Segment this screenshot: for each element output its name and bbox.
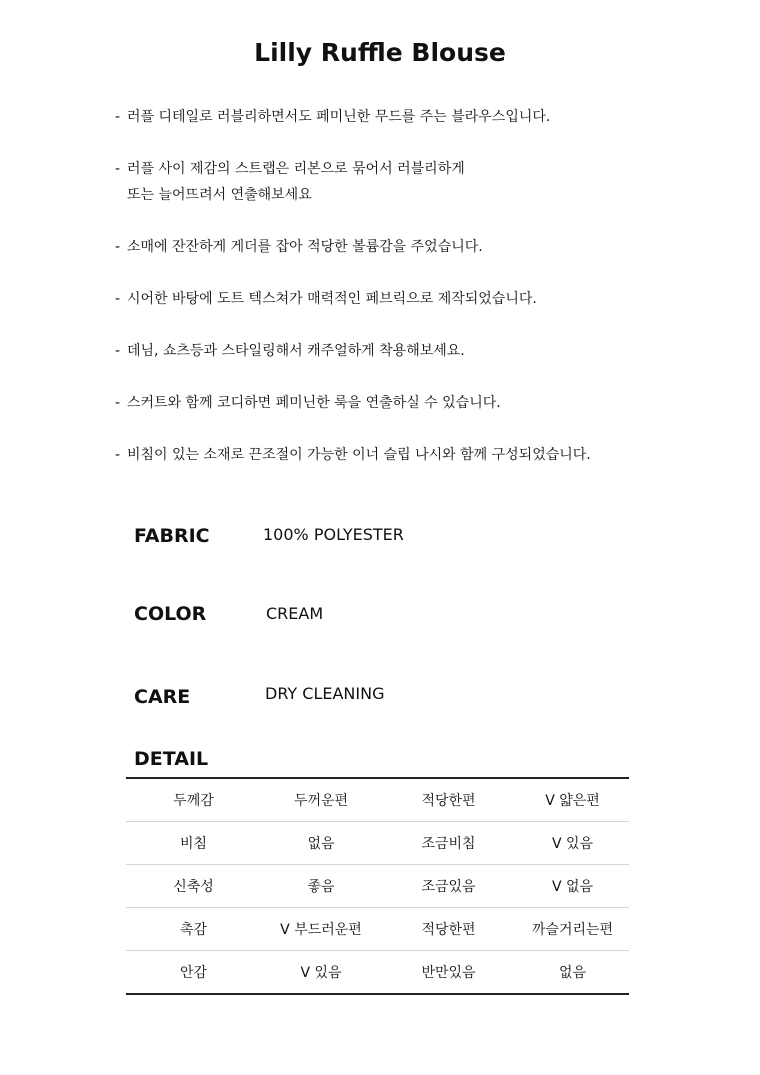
spec-color-value: CREAM — [266, 604, 324, 623]
detail-option: V 부드러운편 — [261, 908, 381, 951]
detail-option: V 있음 — [516, 822, 629, 865]
spec-fabric-label: FABRIC — [134, 525, 210, 547]
detail-option: V 없음 — [516, 865, 629, 908]
detail-option: 없음 — [261, 822, 381, 865]
description-item: - 데님, 쇼츠등과 스타일링해서 캐주얼하게 착용해보세요. — [115, 338, 715, 364]
description-item: - 소매에 잔잔하게 게더를 잡아 적당한 볼륨감을 주었습니다. — [115, 234, 715, 260]
table-row — [126, 778, 629, 822]
detail-option: 조금있음 — [381, 865, 516, 908]
description-item: - 시어한 바탕에 도트 텍스쳐가 매력적인 페브릭으로 제작되었습니다. — [115, 286, 715, 312]
detail-option: V 얇은편 — [516, 778, 629, 822]
detail-option: 까슬거리는편 — [516, 908, 629, 951]
detail-option: 적당한편 — [381, 908, 516, 951]
table-row — [126, 951, 629, 995]
description-item: - 스커트와 함께 코디하면 페미닌한 룩을 연출하실 수 있습니다. — [115, 390, 715, 416]
detail-option: 적당한편 — [381, 778, 516, 822]
detail-title: DETAIL — [134, 748, 209, 770]
detail-option: 반만있음 — [421, 965, 476, 981]
detail-option: V 있음 — [300, 965, 342, 981]
table-row — [126, 822, 629, 865]
detail-option: 좋음 — [261, 865, 381, 908]
description-list — [115, 104, 715, 468]
spec-color-label: COLOR — [134, 603, 207, 625]
detail-option: 조금비침 — [381, 822, 516, 865]
detail-attribute: 비침 — [126, 822, 261, 865]
spec-fabric-value: 100% POLYESTER — [263, 525, 404, 544]
detail-attribute: 안감 — [179, 965, 208, 981]
spec-care-value: DRY CLEANING — [265, 684, 385, 703]
detail-option: 두꺼운편 — [261, 778, 381, 822]
detail-attribute: 신축성 — [126, 865, 261, 908]
description-item: - 비침이 있는 소재로 끈조절이 가능한 이너 슬립 나시와 함께 구성되었습니다. — [115, 442, 715, 468]
detail-attribute: 촉감 — [126, 908, 261, 951]
detail-table — [126, 777, 629, 995]
description-item: - 러플 디테일로 러블리하면서도 페미닌한 무드를 주는 블라우스입니다. — [115, 104, 715, 130]
table-row — [126, 865, 629, 908]
product-title: Lilly Ruffle Blouse — [254, 38, 506, 67]
detail-option: 없음 — [558, 965, 587, 981]
spec-care-label: CARE — [134, 686, 191, 708]
detail-attribute: 두께감 — [126, 778, 261, 822]
description-item: - 러플 사이 제감의 스트랩은 리본으로 묶어서 러블리하게 또는 늘어뜨려서 연출해보세요 — [115, 156, 715, 208]
table-row — [126, 908, 629, 951]
